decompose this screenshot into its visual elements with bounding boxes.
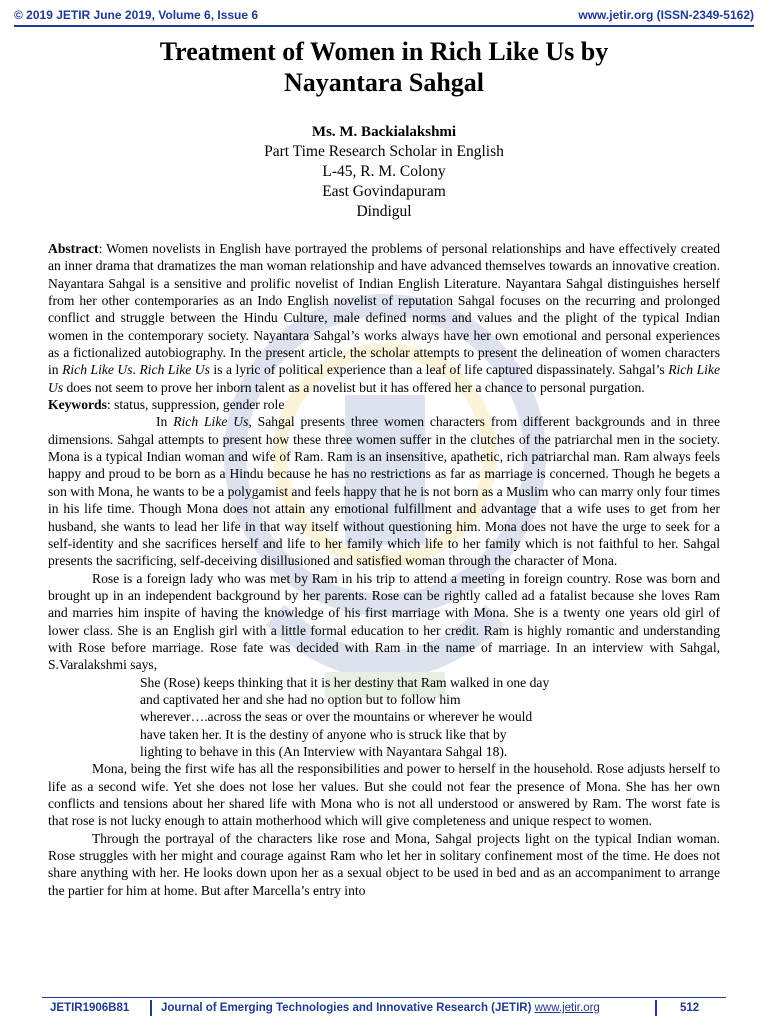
abstract-paragraph (48, 240, 720, 396)
paper-id: JETIR1906B81 (50, 1002, 130, 1014)
keywords-text: : status, suppression, gender role (106, 397, 285, 413)
body-paragraph: Rose is a foreign lady who was met by Ram in his trip to attend a meeting in foreign country. Rose was born and brought up in an independent background by her parents. Rose can be rightly called ad a fatalist because she loves Ram and marries him inspite of having the knowledge of his first marriage with Mona. She is a twenty one years old girl of lower class. She is an English girl with a little formal education to her credit. Ram is highly romantic and understanding with Rose before marriage. Rose fate was decided with Ram in the name of marriage. In an interview with Sahgal, S.Varalakshmi says, (48, 570, 720, 673)
novel-title: Rich Like Us (139, 362, 210, 378)
novel-title: Rich Like Us (62, 362, 133, 378)
header-divider (14, 25, 754, 27)
title-line-2: Nayantara Sahgal (283, 68, 485, 97)
body-text: In (156, 414, 174, 430)
article-body (48, 240, 720, 899)
author-name: Ms. M. Backialakshmi (311, 124, 457, 140)
page-footer (50, 1002, 718, 1018)
page-header (14, 8, 754, 26)
abstract-text: : Women novelists in English have portrayed the problems of personal relationships and have effectively created an inner drama that dramatizes the man woman relationship and have advanced themselves towards an innovative creation. Nayantara Sahgal is a sensitive and prolific novelist of Indian English Literature. Nayantara Sahgal distinguishes herself from her other contemporaries as an Indo English novelist of reputation Sahgal focuses on the recurring and prolonged conflict and struggle between the Hindu Culture, male defined norms and values and the plight of the typical Indian women in the contemporary society. Nayantara Sahgal’s works always have her own emotional and personal experiences as a fictionalized autobiography. In the present article, the scholar attempts to present the delineation of women characters in (48, 241, 720, 378)
author-block (48, 122, 720, 222)
body-paragraph: Through the portrayal of the characters like rose and Mona, Sahgal projects light on the typical Indian woman. Rose struggles with her might and courage against Ram who let her in solitary confinement most of the time. He does not share anything with her. He looks down upon her as a sexual object to be used in bed and as an accompaniment to arrange the partier for him at home. But after Marcella’s entry into (48, 830, 720, 898)
abstract-text: does not seem to prove her inborn talent as a novelist but it has offered her a chance to personal purgation. (63, 379, 645, 395)
article (48, 36, 720, 899)
author-affiliation: Part Time Research Scholar in English (264, 143, 504, 160)
keywords-line (48, 396, 720, 413)
page-number: 512 (680, 1002, 700, 1014)
title-line-1: Treatment of Women in Rich Like Us by (159, 37, 609, 66)
keywords-label: Keywords (48, 397, 107, 413)
abstract-label: Abstract (48, 241, 99, 256)
header-website[interactable]: www.jetir.org (ISSN-2349-5162) (578, 8, 754, 22)
author-address-line: L-45, R. M. Colony (322, 163, 446, 180)
article-title (48, 36, 720, 98)
novel-title: Rich Like Us (48, 362, 721, 395)
novel-title: Rich Like Us (173, 414, 249, 430)
journal-name (161, 1002, 600, 1014)
header-citation: © 2019 JETIR June 2019, Volume 6, Issue 6 (14, 8, 259, 22)
body-paragraph (48, 413, 720, 569)
journal-title: Journal of Emerging Technologies and Innovative Research (JETIR) (161, 1002, 535, 1014)
body-text: , Sahgal presents three women characters from different backgrounds and in three dimensions. Sahgal attempts to present how these three women suffer in the clutches of the patriarchal men in the society. Mona is a typical Indian woman and wife of Ram. Ram is an insensitive, apathetic, rich patriarchal man. Ram always feels happy and proud to be born as a Hindu because he has no restrictions as far as marriage is concerned. Though he begets a son with Mona, he wants to be a polygamist and feels happy that he is not born as a Muslim who can marry only four times in his life time. Though Mona does not attain any emotional fulfillment and advantage that a wife uses to get from her husband, she wants to lead her life in that way itself without questioning him. Mona does not have the urge to seek for a self-identity and she sacrifices herself and life to her family which life to her family which is not faithful to her. Sahgal presents the sacrificing, self-deceiving disillusioned and satisfied woman through the character of Mona. (48, 414, 720, 569)
body-paragraph: Mona, being the first wife has all the responsibilities and power to herself in the household. Rose adjusts herself to life as a second wife. Yet she does not lose her values. But she could not fear the presence of Mona. She has her own conflicts and tensions about her shared life with Mona who is not all understood or answered by Ram. The worst fate is that rose is not lucky enough to attain motherhood which will give completeness and unique respect to women. (48, 761, 720, 829)
abstract-text: . (132, 362, 140, 378)
author-city: Dindigul (356, 203, 412, 220)
footer-divider (42, 997, 726, 998)
footer-separator (655, 1000, 657, 1016)
journal-link[interactable]: www.jetir.org (534, 1002, 600, 1014)
author-address-line: East Govindapuram (322, 183, 446, 200)
block-quote: She (Rose) keeps thinking that it is her destiny that Ram walked in one day and captivated her and she had no option but to follow him wherever….across the seas or over the mountains or wherever he would have taken her. It is the destiny of anyone who is struck like that by lighting to behave in this (An Interview with Nayantara Sahgal 18). (140, 674, 550, 759)
footer-separator (150, 1000, 152, 1016)
abstract-text: is a lyric of political experience than a leaf of life captured dispassinately. Sahgal’s (209, 362, 669, 378)
